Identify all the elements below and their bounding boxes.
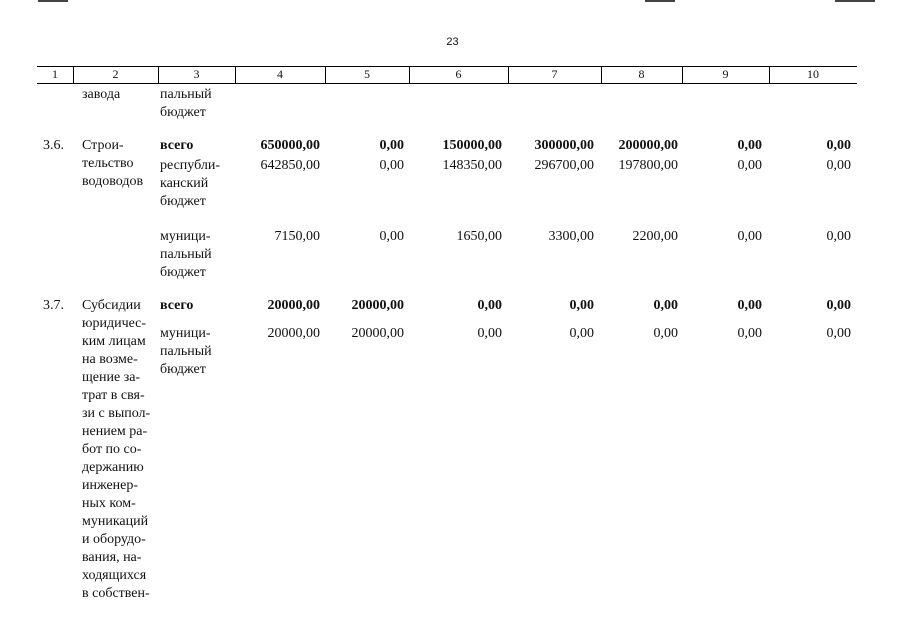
value-cell: 200000,00: [618, 138, 678, 153]
value-cell: 20000,00: [351, 326, 404, 341]
value-cell: 0,00: [826, 158, 851, 173]
item-name-line: держанию: [82, 460, 144, 475]
column-header-2: 2: [112, 67, 119, 81]
value-cell: 0,00: [379, 158, 404, 173]
value-cell: 642850,00: [260, 158, 320, 173]
value-cell: 0,00: [653, 326, 678, 341]
value-cell: 3300,00: [548, 229, 594, 244]
funding-source-line: пальный: [160, 247, 212, 262]
item-name-line: зи с выпол-: [82, 406, 151, 421]
item-name-line: водоводов: [82, 174, 144, 189]
column-header-9: 9: [722, 67, 729, 81]
value-cell: 7150,00: [274, 229, 320, 244]
item-name-line: щение за-: [82, 370, 141, 385]
value-cell: 0,00: [826, 229, 851, 244]
value-cell: 0,00: [737, 229, 762, 244]
value-cell: 197800,00: [618, 158, 678, 173]
value-cell: 148350,00: [442, 158, 502, 173]
carryover-source-line: бюджет: [160, 105, 206, 120]
value-cell: 0,00: [653, 298, 678, 313]
item-name-line: Субсидии: [82, 298, 141, 313]
funding-source-line: бюджет: [160, 362, 206, 377]
value-cell: 0,00: [826, 298, 851, 313]
value-cell: 0,00: [569, 326, 594, 341]
item-name-line: и оборудо-: [82, 532, 146, 547]
page-number: 23: [446, 36, 459, 48]
value-cell: 1650,00: [456, 229, 502, 244]
value-cell: 0,00: [477, 326, 502, 341]
item-name-line: Строи-: [82, 138, 124, 153]
value-cell: 296700,00: [534, 158, 594, 173]
value-cell: 0,00: [477, 298, 502, 313]
funding-source-total: всего: [160, 138, 194, 153]
scan-edge-line-left: [38, 0, 68, 2]
column-header-7: 7: [551, 67, 558, 81]
column-header-1: 1: [52, 67, 58, 81]
funding-source-line: республи-: [160, 158, 220, 173]
funding-source-line: канский: [160, 176, 209, 191]
carryover-source-line: пальный: [160, 87, 212, 102]
value-cell: 20000,00: [351, 298, 404, 313]
value-cell: 300000,00: [534, 138, 594, 153]
item-name-line: инженер-: [82, 478, 139, 493]
item-name-line: на возме-: [82, 352, 138, 367]
column-header-10: 10: [807, 67, 819, 81]
column-header-5: 5: [364, 67, 370, 81]
column-header-8: 8: [638, 67, 645, 81]
value-cell: 650000,00: [260, 138, 320, 153]
carryover-dash: [38, 83, 54, 84]
item-name-line: юридичес-: [82, 316, 147, 331]
item-name-line: нением ра-: [82, 424, 148, 439]
value-cell: 0,00: [737, 298, 762, 313]
item-name-line: в собствен-: [82, 586, 150, 601]
funding-source-line: бюджет: [160, 194, 206, 209]
header-bottom-border: [37, 83, 857, 84]
value-cell: 20000,00: [267, 326, 320, 341]
value-cell: 0,00: [826, 138, 851, 153]
value-cell: 0,00: [569, 298, 594, 313]
item-name-line: бот по со-: [82, 442, 142, 457]
item-name-line: трат в свя-: [82, 388, 145, 403]
funding-source-line: муници-: [160, 326, 211, 341]
item-name-line: муникаций: [82, 514, 149, 529]
value-cell: 0,00: [737, 158, 762, 173]
item-name-line: вания, на-: [82, 550, 142, 565]
funding-source-line: муници-: [160, 229, 211, 244]
value-cell: 150000,00: [442, 138, 502, 153]
item-name-line: ким лицам: [82, 334, 146, 349]
value-cell: 0,00: [379, 229, 404, 244]
scan-edge-line-middle: [645, 0, 675, 2]
item-name-line: ных ком-: [82, 496, 136, 511]
column-header-6: 6: [455, 67, 462, 81]
carryover-name: завода: [82, 87, 121, 102]
item-name-line: ходящихся: [82, 568, 147, 583]
item-number: 3.7.: [43, 298, 64, 313]
funding-source-line: бюджет: [160, 265, 206, 280]
value-cell: 0,00: [826, 326, 851, 341]
funding-source-total: всего: [160, 298, 194, 313]
column-header-3: 3: [193, 67, 200, 81]
funding-source-line: пальный: [160, 344, 212, 359]
item-name-line: тельство: [82, 156, 134, 171]
value-cell: 2200,00: [632, 229, 678, 244]
value-cell: 0,00: [379, 138, 404, 153]
value-cell: 0,00: [737, 326, 762, 341]
value-cell: 20000,00: [267, 298, 320, 313]
value-cell: 0,00: [737, 138, 762, 153]
scan-edge-line-right: [835, 0, 875, 2]
column-header-4: 4: [277, 67, 283, 81]
item-number: 3.6.: [43, 138, 64, 153]
